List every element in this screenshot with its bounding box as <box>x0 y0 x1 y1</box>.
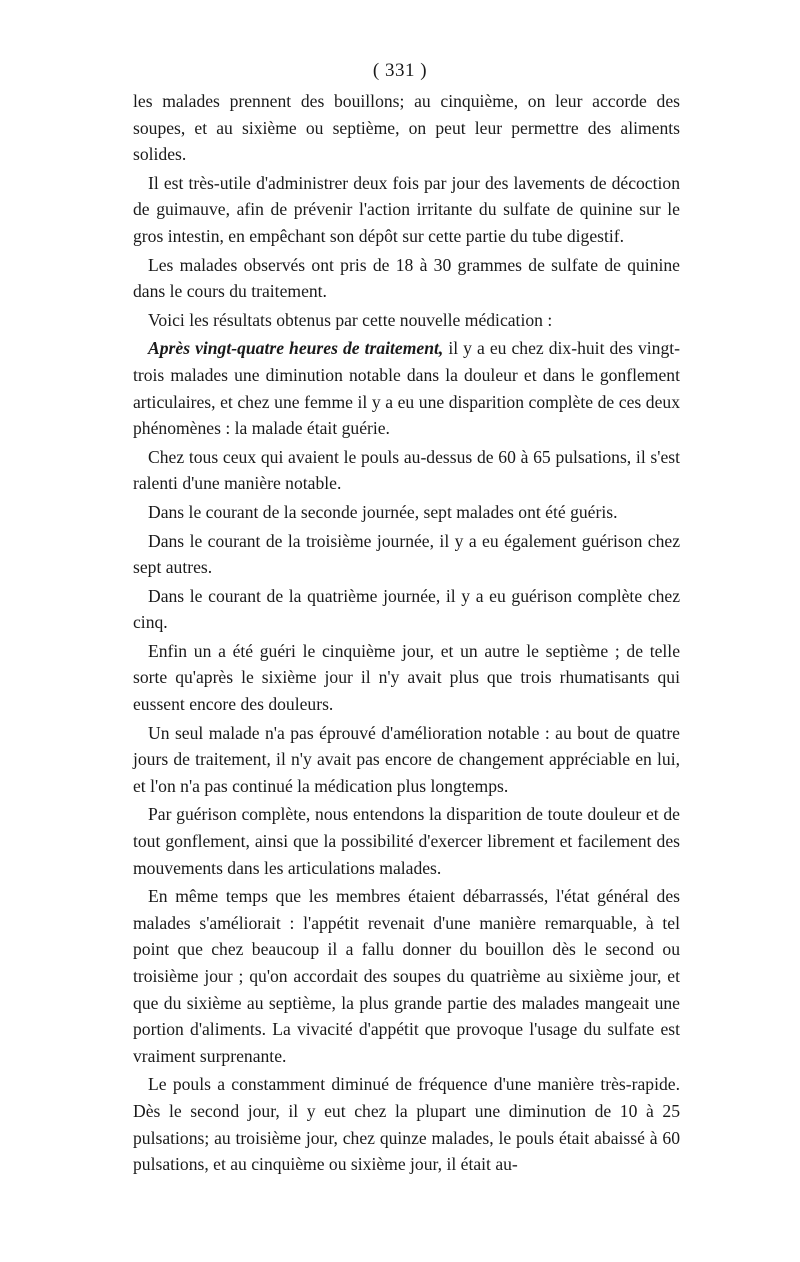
paragraph: Dans le courant de la quatrième journée, il y a eu guérison complète chez cinq. <box>133 585 680 633</box>
paragraph: Les malades observés ont pris de 18 à 30 grammes de sulfate de quinine dans le cours du traitement. <box>133 254 680 302</box>
italic-lead-phrase: Après vingt-quatre heures de traitement, <box>148 338 444 359</box>
page-number: ( 331 ) <box>372 60 428 81</box>
paragraph: les malades prennent des bouillons; au cinquième, on leur accorde des soupes, et au sixième ou septième, on peut leur permettre des aliments solides. <box>133 91 680 165</box>
body-text <box>133 88 680 1178</box>
paragraph: Le pouls a constamment diminué de fréquence d'une manière très-rapide. Dès le second jour, il y eut chez la plupart une diminution de 10 à 25 pulsations; au troisième jour, chez quinze malades, le pouls était abaissé à 60 pulsations, et au cinquième ou sixième jour, il était au- <box>133 1074 680 1175</box>
paragraph <box>133 335 680 441</box>
paragraph: Par guérison complète, nous entendons la disparition de toute douleur et de tout gonflement, ainsi que la possibilité d'exercer librement et facilement des mouvements dans les articulations malades. <box>133 804 680 878</box>
paragraph: Dans le courant de la seconde journée, sept malades ont été guéris. <box>148 501 618 522</box>
paragraph: En même temps que les membres étaient débarrassés, l'état général des malades s'améliorait : l'appétit revenait d'une manière remarquable, à tel point que chez beaucoup il a fallu donner du bouillon dès le second ou troisième jour ; qu'on accordait des soupes du quatrième au sixième jour, et que du sixième au septième, la plus grande partie des malades mangeait une portion d'aliments. La vivacité d'appétit que provoque l'usage du sulfate est vraiment surprenante. <box>133 886 680 1066</box>
paragraph-text: il y a eu chez dix-huit des vingt-trois malades une diminution notable dans la douleur et dans le gonflement articulaires, et chez une femme il y a eu une disparition complète de ces deux phénomènes : la malade était guérie. <box>133 338 681 439</box>
paragraph: Dans le courant de la troisième journée, il y a eu également guérison chez sept autres. <box>133 530 680 578</box>
paragraph: Chez tous ceux qui avaient le pouls au-dessus de 60 à 65 pulsations, il s'est ralenti d'une manière notable. <box>133 446 680 494</box>
paragraph: Un seul malade n'a pas éprouvé d'amélioration notable : au bout de quatre jours de traitement, il n'y avait pas encore de changement appréciable en lui, et l'on n'a pas continué la médication plus longtemps. <box>133 722 680 796</box>
paragraph: Voici les résultats obtenus par cette nouvelle médication : <box>148 309 553 330</box>
paragraph: Il est très-utile d'administrer deux fois par jour des lavements de décoction de guimauve, afin de prévenir l'action irritante du sulfate de quinine sur le gros intestin, en empêchant son dépôt sur cette partie du tube digestif. <box>133 172 680 246</box>
paragraph: Enfin un a été guéri le cinquième jour, et un autre le septième ; de telle sorte qu'après le sixième jour il n'y avait plus que trois rhumatisants qui eussent encore des douleurs. <box>133 640 680 715</box>
